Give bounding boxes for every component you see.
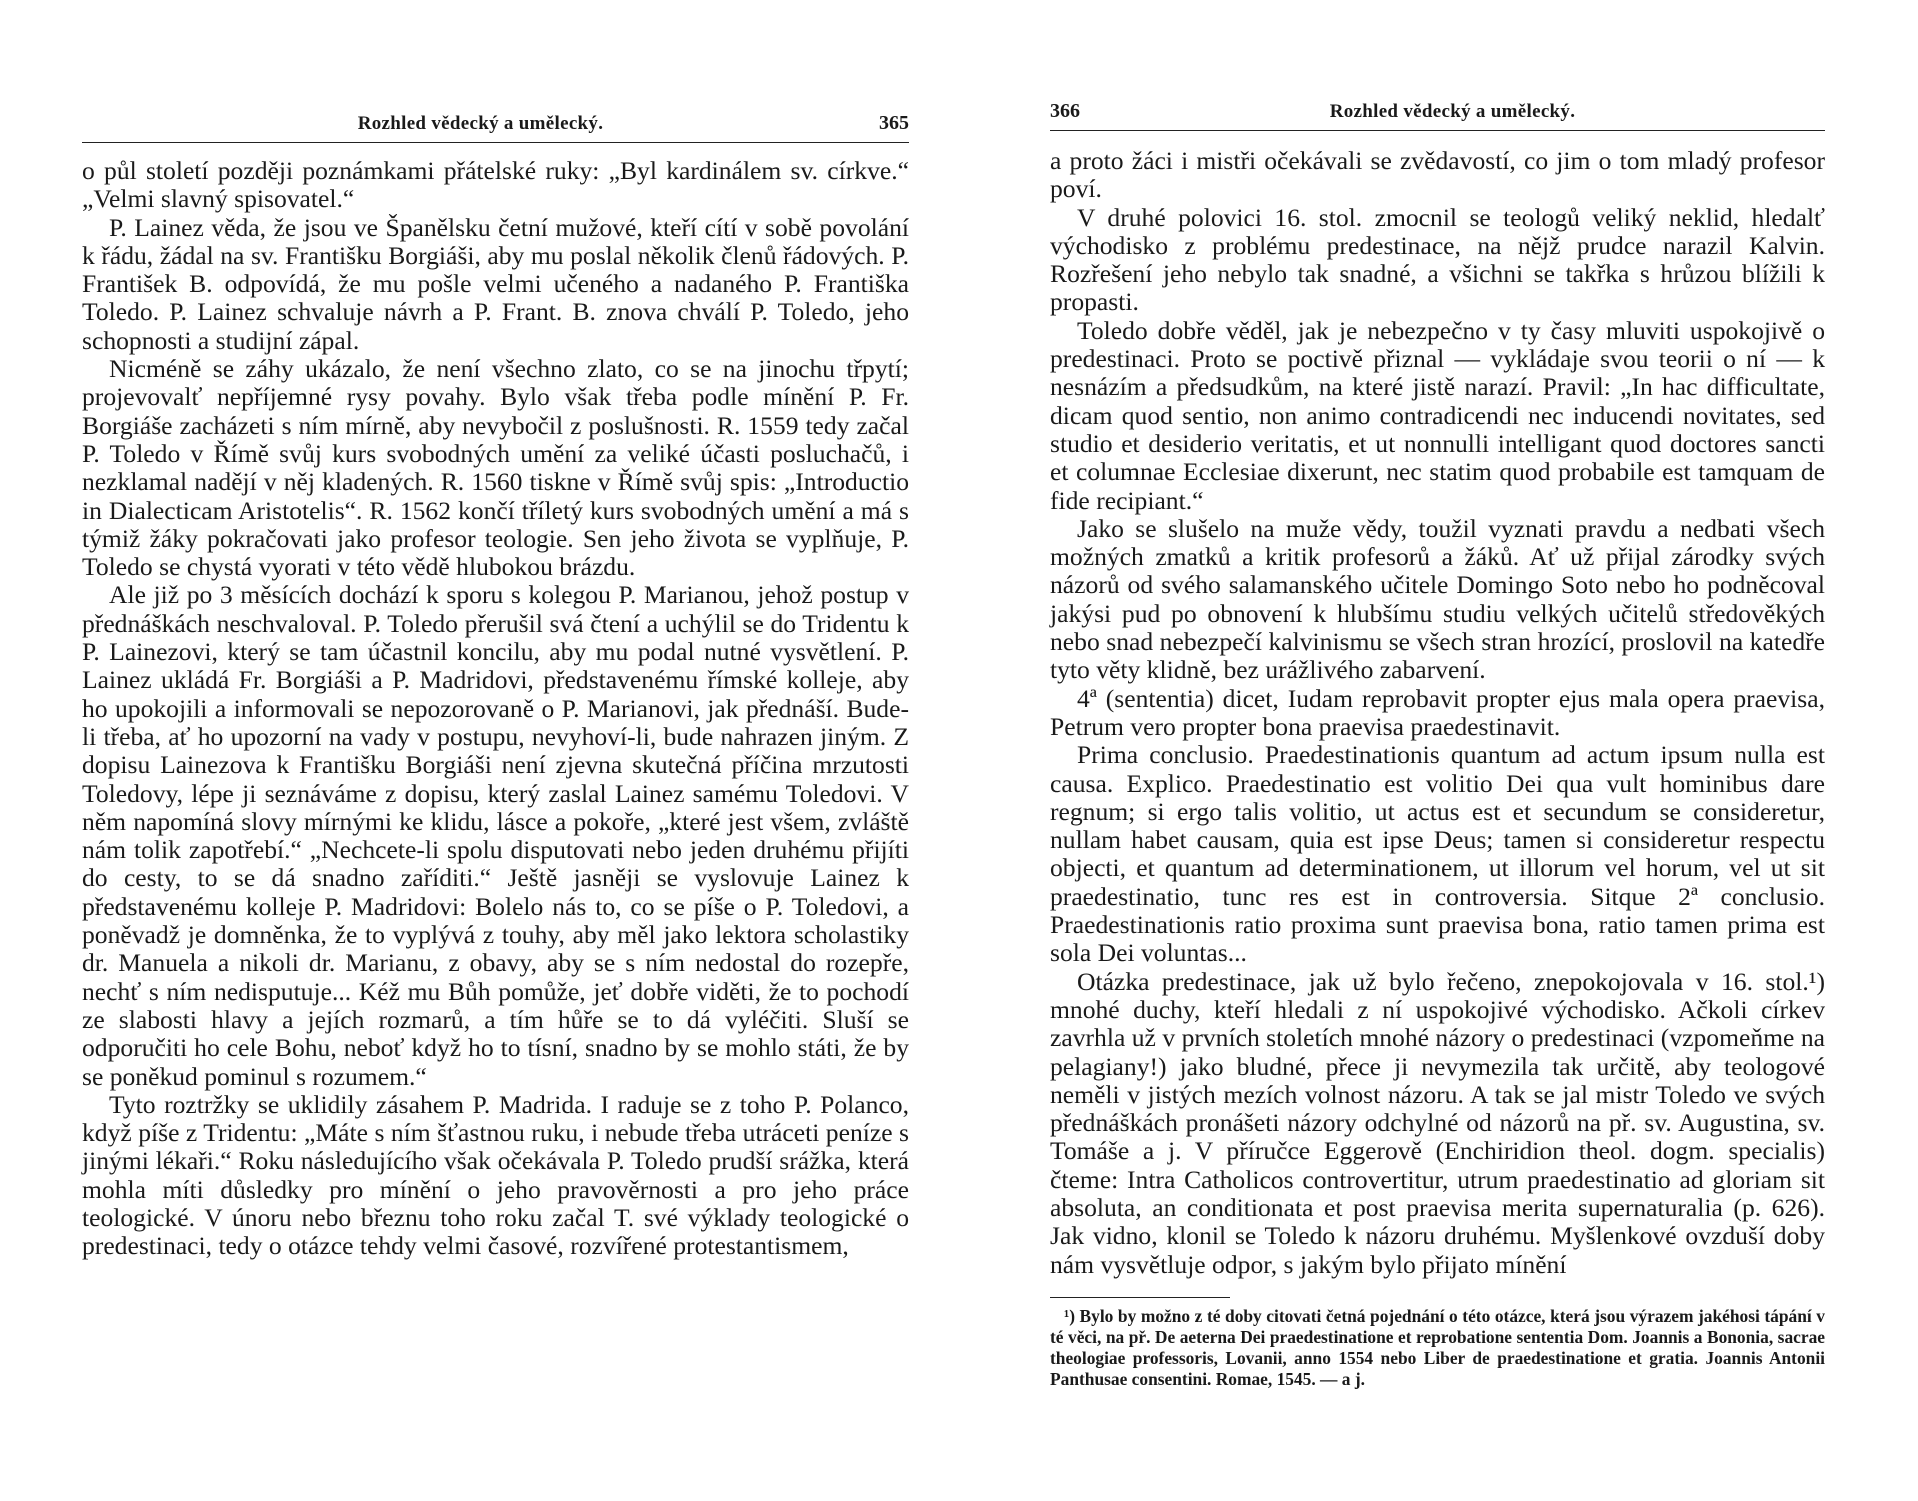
left-paragraph: o půl století později poznámkami přátelské ruky: „Byl kardinálem sv. církve.“ „Velmi slavný spisovatel.“: [82, 156, 909, 214]
left-paragraph: Tyto roztržky se uklidily zásahem P. Madrida. I raduje se z toho P. Polanco, když píše z Tridentu: „Máte s ním šťastnou ruku, i nebude třeba utráceti peníze s jinými lékaři.“ Roku následujícího však očekávala P. Toledo prudší srážka, která mohla míti důsledky pro mínění o jeho pravověrnosti a pro jeho práce teologické. V únoru nebo březnu toho roku začal T. své výklady teologické o predestinaci, tedy o otázce tehdy velmi časové, rozvířené protestantismem,: [82, 1089, 909, 1261]
right-paragraph: Otázka predestinace, jak už bylo řečeno, znepokojovala v 16. stol.¹) mnohé duchy, kteří hledali z ní uspokojivé východisko. Ačkoli církev zavrhla už v prvních stoletích mnohé názory o predestinaci (vzpomeňme na pelagiany!) jako bludné, přece ji nevymezila tak určitě, aby teologové neměli v jistých mezích volnost názoru. A tak se jal mistr Toledo ve svých přednáškách pronášeti názory odchylné od názorů na př. sv. Augustina, sv. Tomáše a j. V příručce Eggerově (Enchiridion theol. dogm. specialis) čteme: Intra Catholicos controvertitur, utrum praedestinatio ad gloriam sit absoluta, an conditionata et post praevisa merita supernaturalia (p. 626). Jak vidno, klonil se Toledo k názoru druhému. Myšlenkové ovzduší doby nám vysvětluje odpor, s jakým bylo přijato mínění: [1050, 966, 1825, 1279]
footnote-rule: [1050, 1297, 1230, 1298]
left-running-title: Rozhled vědecký a umělecký.: [357, 113, 604, 134]
left-body-text: [82, 157, 909, 1261]
footnote: ¹) Bylo by možno z té doby citovati četná pojednání o této otázce, která jsou výrazem jakéhosi tápání v té věci, na př. De aeterna Dei praedestinatione et reprobatione sententia Dom. Joannis a Bononia, sacrae theologiae professoris, Lovanii, anno 1554 nebo Liber de praedestinatione et gratia. Joannis Antonii Panthusae consentini. Romae, 1545. — a j.: [1050, 1305, 1825, 1389]
right-paragraph: Prima conclusio. Praedestinationis quantum ad actum ipsum nulla est causa. Explico. Praedestinatio est volitio Dei qua vult hominibus dare regnum; si ergo talis volitio, ut actus est et secundum se consideretur, nullam habet causam, quia est ipse Deus; tamen si consideretur respectu objecti, et quantum ad determinationem, ut illorum vel horum, vel ut sit praedestinatio, tunc res est in controversia. Sitque 2ª conclusio. Praedestinationis ratio proxima sunt praevisa bona, ratio tamen prima est sola Dei voluntas...: [1050, 740, 1825, 968]
right-page: [959, 0, 1918, 1501]
right-body-text: [1050, 147, 1825, 1279]
left-running-head: [82, 112, 909, 143]
right-page-number: 366: [1050, 100, 1080, 122]
right-paragraph: a proto žáci i mistři očekávali se zvědavostí, co jim o tom mladý profesor poví.: [1050, 146, 1825, 204]
right-paragraph: 4ª (sententia) dicet, Iudam reprobavit propter ejus mala opera praevisa, Petrum vero propter bona praevisa praedestinavit.: [1050, 683, 1825, 741]
left-paragraph: Ale již po 3 měsících dochází k sporu s kolegou P. Marianou, jehož postup v přednáškách neschvaloval. P. Toledo přerušil svá čtení a uchýlil se do Tridentu k P. Lainezovi, který se tam účastnil koncilu, aby mu podal nutné vysvětlení. P. Lainez ukládá Fr. Borgiáši a P. Madridovi, představenému římské kolleje, aby ho upokojili a informovali se nepozorovaně o P. Marianovi, jak přednáší. Bude-li třeba, ať ho upozorní na vady v postupu, nevyhoví-li, bude nahrazen jiným. Z dopisu Lainezova k Františku Borgiáši není zjevna skutečná příčina mrzutosti Toledovy, lépe ji seznáváme z dopisu, který zaslal Lainez samému Toledovi. V něm napomíná slovy mírnými ke klidu, lásce a pokoře, „které jest všem, zvláště nám tolik zapotřebí.“ „Nechcete-li spolu disputovati nebo jeden druhému přijíti do cesty, to se dá snadno zaříditi.“ Ještě jasněji se vyslovuje Lainez k představenému kolleje P. Madridovi: Bolelo nás to, co se píše o P. Toledovi, a poněvadž je domněnka, že to vyplývá z touhy, aby měl jako lektora scholastiky dr. Manuela a nikoli dr. Marianu, z obavy, aby se s ním nedostal do rozepře, nechť s ním nedisputuje... Kéž mu Bůh pomůže, jeť dobře viděti, že to pochodí ze slabosti hlavy a jejích rozmarů, a tím hůře se to dá vyléčiti. Sluší se odporučiti ho cele Bohu, neboť když ho to tísní, snadno by se mohlo státi, že by se poněkud pominul s rozumem.“: [82, 580, 909, 1091]
right-paragraph: Toledo dobře věděl, jak je nebezpečno v ty časy mluviti uspokojivě o predestinaci. Proto se poctivě přiznal — vykládaje svou teorii o ní — k nesnázím a předsudkům, na které jistě narazí. Pravil: „In hac difficultate, dicam quod sentio, non animo contradicendi nec inducendi novitates, sed studio et desiderio veritatis, et ut nonnulli intelligant quod doctores sancti et columnae Ecclesiae dixerunt, nec statim quod probabile est tamquam de fide recipiant.“: [1050, 315, 1825, 515]
right-running-title: Rozhled vědecký a umělecký.: [1329, 101, 1576, 122]
right-paragraph: V druhé polovici 16. stol. zmocnil se teologů veliký neklid, hledalť východisko z problému predestinace, na nějž prudce narazil Kalvin. Rozřešení jeho nebylo tak snadné, a všichni se takřka s hrůzou blížili k propasti.: [1050, 202, 1825, 317]
left-paragraph: P. Lainez věda, že jsou ve Španělsku četní mužové, kteří cítí v sobě povolání k řádu, žádal na sv. Františku Borgiáši, aby mu poslal několik členů řádových. P. František B. odpovídá, že mu pošle velmi učeného a nadaného P. Františka Toledo. P. Lainez schvaluje návrh a P. Frant. B. znova chválí P. Toledo, jeho schopnosti a studijní zápal.: [82, 212, 909, 355]
right-running-head: [1050, 100, 1825, 131]
left-paragraph: Nicméně se záhy ukázalo, že není všechno zlato, co se na jinochu třpytí; projevovalť nepříjemné rysy povahy. Bylo však třeba podle mínění P. Fr. Borgiáše zacházeti s ním mírně, aby nevybočil z poslušnosti. R. 1559 tedy začal P. Toledo v Římě svůj kurs svobodných umění za veliké účasti posluchačů, i nezklamal nadějí v něj kladených. R. 1560 tiskne v Římě svůj spis: „Introductio in Dialecticam Aristotelis“. R. 1562 končí tříletý kurs svobodných umění a má s týmiž žáky pokračovati jako profesor teologie. Sen jeho života se vyplňuje, P. Toledo se chystá vyorati v této vědě hlubokou brázdu.: [82, 354, 909, 582]
right-paragraph: Jako se slušelo na muže vědy, toužil vyznati pravdu a nedbati všech možných zmatků a kritik profesorů a žáků. Ať už přijal zárodky svých názorů od svého salamanského učitele Domingo Soto nebo ho podněcoval jakýsi pud po obnovení k hlubšímu studiu velkých učitelů středověkých nebo snad nebezpečí kalvinismu se všech stran hrozící, proslovil na katedře tyto věty klidně, bez urážlivého zabarvení.: [1050, 513, 1825, 685]
left-page-number: 365: [879, 112, 909, 134]
